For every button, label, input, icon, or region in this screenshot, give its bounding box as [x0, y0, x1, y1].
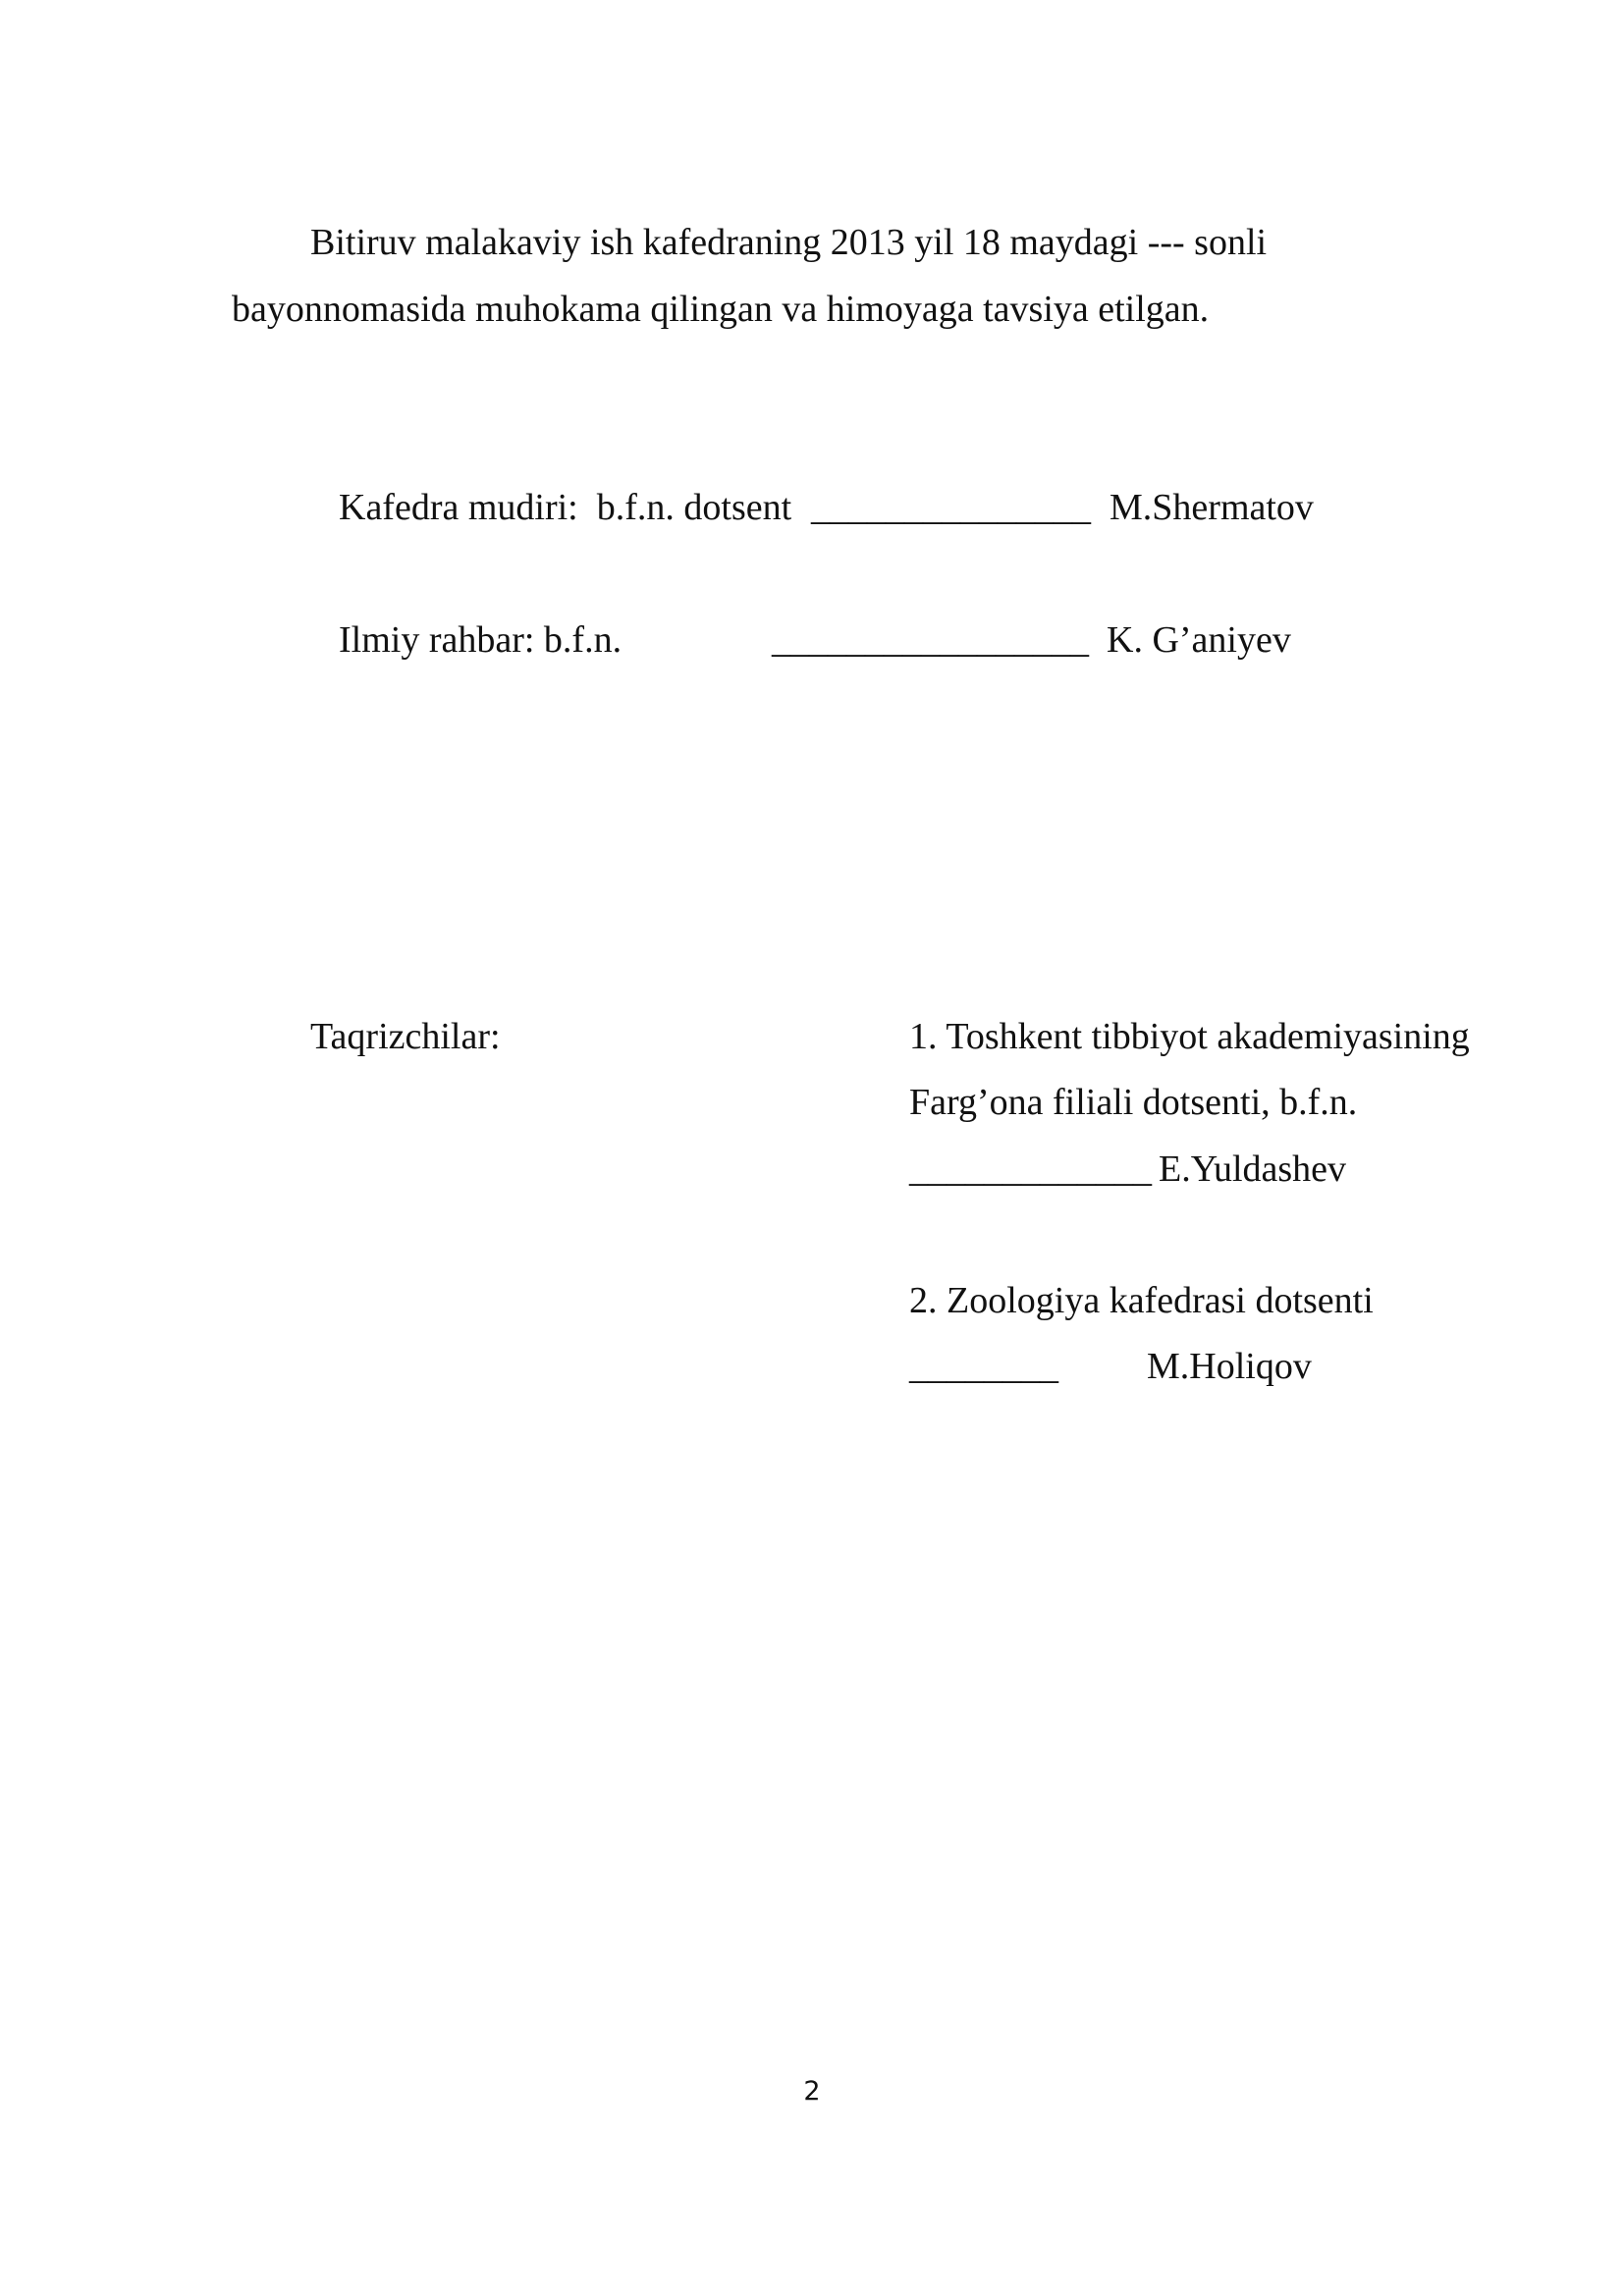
head-of-department-name: M.Shermatov — [1110, 487, 1314, 528]
reviewer-2-signature-line: ________ — [909, 1346, 1058, 1387]
reviewer-2-line-1: 2. Zoologiya kafedrasi dotsenti — [909, 1280, 1374, 1321]
reviewers-label: Taqrizchilar: — [310, 1016, 501, 1057]
supervisor-name: K. G’aniyev — [1107, 619, 1291, 661]
supervisor-label: Ilmiy rahbar: b.f.n. — [339, 619, 623, 661]
page-number: 2 — [803, 2076, 821, 2107]
reviewer-1-line-1: 1. Toshkent tibbiyot akademiyasining — [909, 1016, 1470, 1057]
supervisor-signature-line: _________________ — [772, 619, 1089, 661]
reviewer-1-name: E.Yuldashev — [1159, 1148, 1347, 1190]
reviewer-1-line-2: Farg’ona filiali dotsenti, b.f.n. — [909, 1082, 1358, 1123]
reviewer-2-name: M.Holiqov — [1147, 1346, 1312, 1387]
head-of-department-signature-line: _______________ — [811, 487, 1091, 528]
head-of-department-label: Kafedra mudiri: b.f.n. dotsent — [339, 487, 792, 528]
paragraph-line-2: bayonnomasida muhokama qilingan va himoyaga tavsiya etilgan. — [232, 289, 1210, 330]
paragraph-line-1: Bitiruv malakaviy ish kafedraning 2013 yil 18 maydagi --- sonli — [310, 222, 1268, 263]
reviewer-1-signature-line: _____________ — [909, 1148, 1152, 1190]
